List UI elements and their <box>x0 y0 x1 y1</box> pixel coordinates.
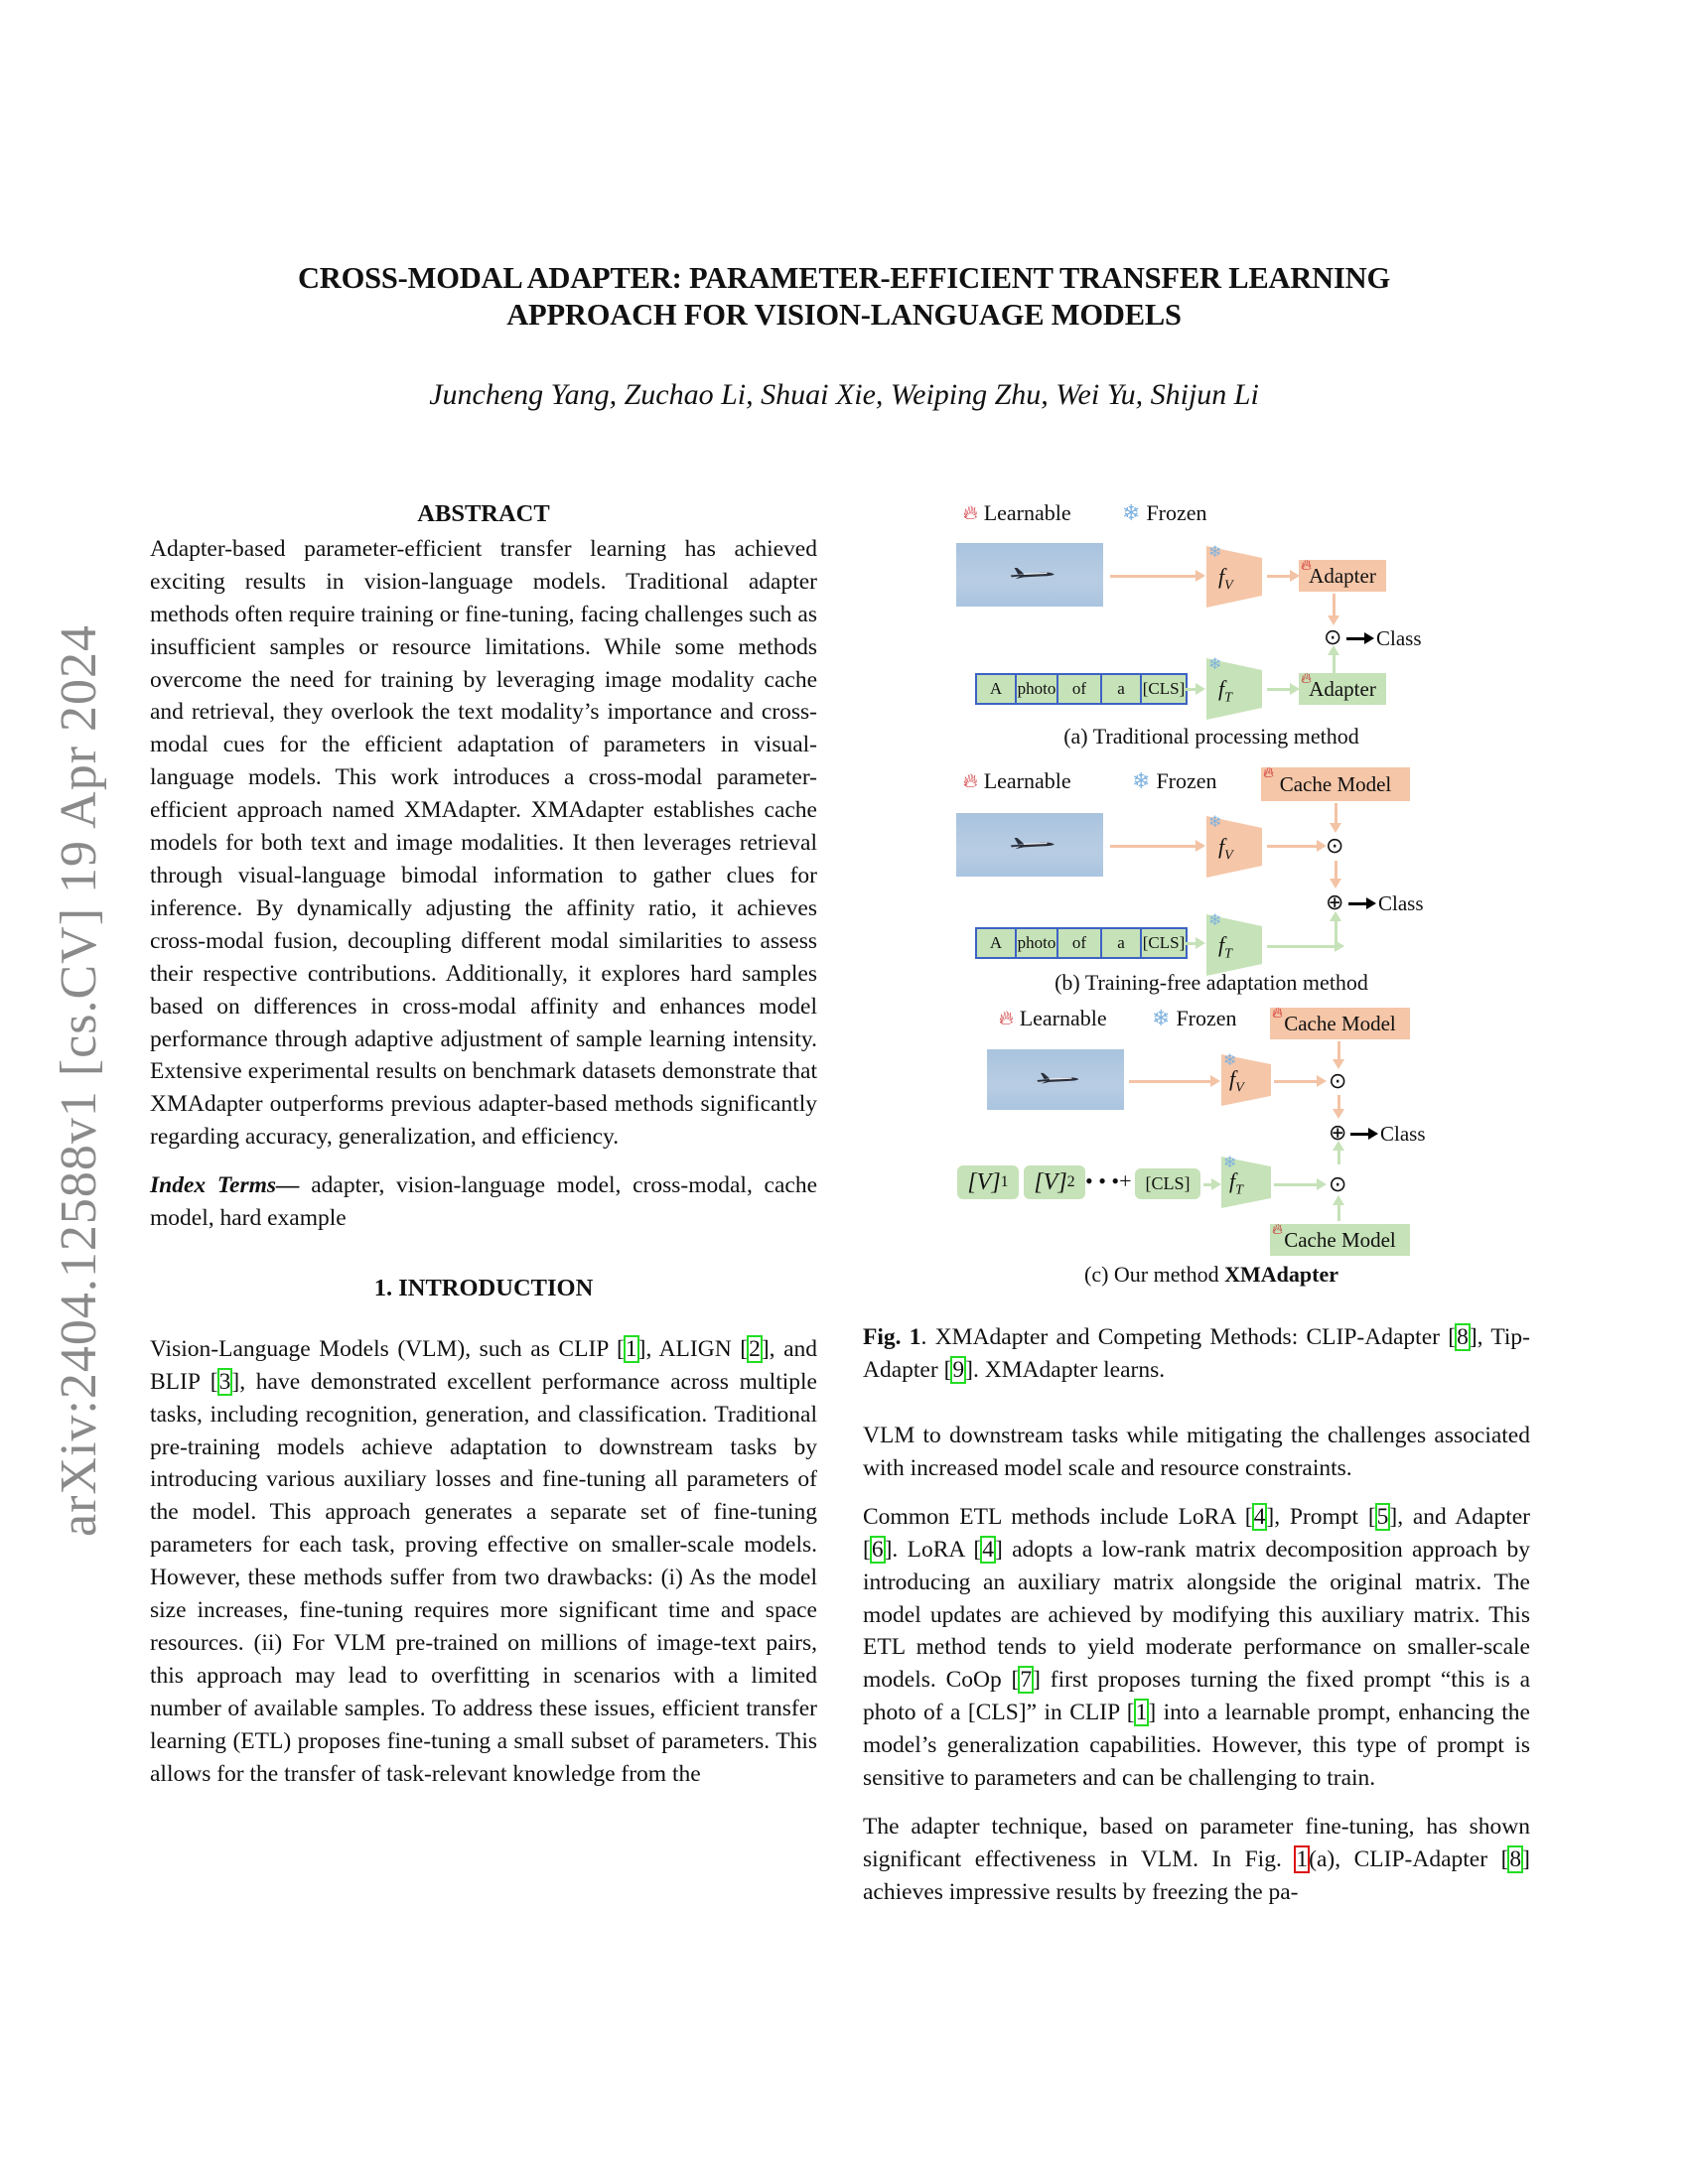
arrow-image-to-fv <box>1110 575 1197 578</box>
snowflake-icon: ❄ <box>1208 544 1222 561</box>
snowflake-icon: ❄ <box>1208 912 1222 929</box>
arrow-cache-down <box>1337 1041 1340 1061</box>
token: photo <box>1017 675 1058 703</box>
introduction-paragraph: Vision-Language Models (VLM), such as CLIP [1], ALIGN [2], and BLIP [3], have demonstrated excellent performance across multiple tasks, including recognition, generation, and classification. Traditional pre-training models achieve adaptation to downstream tasks by introducing various auxiliary losses and fine-tuning all parameters of the model. This approach generates a separate set of fine-tuning parameters for each task, proving effective on smaller-scale models. However, these methods suffer from two drawbacks: (i) As the model size increases, fine-tuning requires more significant time and space resources. (ii) For VLM pre-trained on millions of image-text pairs, this approach may lead to overfitting in scenarios with a limited number of available samples. To address these issues, efficient transfer learning (ETL) proposes fine-tuning a small subset of parameters. This allows for the transfer of task-relevant knowledge from the <box>150 1335 818 1787</box>
arrow-tokens-to-ft <box>1186 942 1197 945</box>
arrow-cache-down <box>1335 803 1337 825</box>
legend-learnable <box>963 500 1071 526</box>
text-run: , ALIGN <box>645 1335 741 1362</box>
airplane-icon <box>983 837 1083 851</box>
text-run: Vision-Language Models (VLM), such as CLIP <box>150 1335 618 1362</box>
cache-model-label: Cache Model <box>1284 1011 1396 1035</box>
airplane-image <box>987 1049 1124 1110</box>
fv-label: $f_V$ <box>1229 1066 1244 1096</box>
citation-link[interactable]: 8 <box>1509 1845 1522 1872</box>
class-label: Class <box>1380 1122 1426 1146</box>
text-run: , have demonstrated excellent performance across multiple tasks, including recognition, generation, and classification. Traditional pre-training models achieve adaptation to downstream tasks by introducing various auxiliary losses and fine-tuning all parameters of the model. This approach generates a separate set of fine-tuning parameters for each task, proving effective on smaller-scale models. However, these methods suffer from two drawbacks: (i) As the model size increases, fine-tuning requires more significant time and space resources. (ii) For VLM pre-trained on millions of image-text pairs, this approach may lead to overfitting in scenarios with a limited number of available samples. To address these issues, efficient transfer learning (ETL) proposes fine-tuning a small subset of parameters. This allows for the transfer of task-relevant knowledge from the <box>150 1368 817 1787</box>
figure-label: Fig. 1 <box>863 1324 921 1350</box>
figure-panel-c <box>933 1000 1489 1288</box>
text-run: , Tip-Adapter <box>863 1324 1531 1383</box>
arxiv-stamp: arXiv:2404.12588v1 [cs.CV] 19 Apr 2024 <box>51 623 107 1537</box>
fv-label: $f_V$ <box>1218 564 1233 594</box>
text-encoder <box>1206 658 1262 720</box>
cache-model-label: Cache Model <box>1284 1227 1396 1252</box>
text-run: into a learnable prompt, enhancing the model’s generalization capabilities. However, this type of prompt is sensitive to parameters and can be challenging to train. <box>863 1700 1530 1792</box>
text-run: achieves impressive results by freezing the pa- <box>863 1878 1299 1905</box>
dot-product-operator: ⊙ <box>1324 624 1342 649</box>
airplane-image <box>956 813 1103 877</box>
adapter-label: Adapter <box>1309 676 1376 701</box>
legend-frozen <box>1132 768 1217 794</box>
text-adapter-box <box>1299 673 1386 705</box>
left-column <box>150 498 817 1791</box>
paragraph-continued: VLM to downstream tasks while mitigating the challenges associated with increased model scale and resource constraints. <box>863 1423 1530 1481</box>
panel-c-caption: (c) Our method XMAdapter <box>1084 1262 1338 1287</box>
paragraph-etl-methods: Common ETL methods include LoRA [4], Prompt [5], and Adapter [6]. LoRA [4] adopts a low-rank matrix decomposition approach by introducing an auxiliary matrix alongside the original matrix. The model updates are achieved by modifying this auxiliary matrix. This ETL method tends to yield moderate performance on smaller-scale models. CoOp [7] first proposes turning the fixed prompt “this is a photo of a [CLS]” in CLIP [1] into a learnable prompt, enhancing the model’s generalization capabilities. However, this type of prompt is sensitive to parameters and can be challenging to train. <box>863 1503 1530 1792</box>
citation-link[interactable]: 1 <box>625 1335 637 1362</box>
text-cache-model-box <box>1270 1224 1410 1256</box>
adapter-label: Adapter <box>1309 563 1376 588</box>
text-encoder <box>1206 914 1262 976</box>
citation-link[interactable]: 6 <box>871 1536 884 1563</box>
airplane-icon <box>1012 1072 1105 1085</box>
visual-encoder <box>1221 1054 1271 1106</box>
class-label: Class <box>1376 626 1422 650</box>
visual-cache-model-box <box>1261 767 1410 801</box>
token: a <box>1102 929 1142 957</box>
author-list: Juncheng Yang, Zuchao Li, Shuai Xie, Weiping Zhu, Wei Yu, Shijun Li <box>429 378 1259 411</box>
arrow-image-to-fv <box>1110 845 1197 848</box>
airplane-image <box>956 543 1103 607</box>
text-run: first proposes turning the fixed prompt “this is a photo of a [CLS]” in CLIP <box>863 1667 1530 1726</box>
citation-link[interactable]: 3 <box>218 1368 231 1395</box>
flame-icon: 🔥︎ <box>1272 1006 1284 1022</box>
class-label: Class <box>1378 891 1424 915</box>
arrow-ft-to-dot <box>1274 1183 1319 1186</box>
citation-link[interactable]: 9 <box>952 1357 965 1383</box>
class-output <box>1346 626 1422 651</box>
title-line-2: APPROACH FOR VISION-LANGUAGE MODELS <box>506 298 1182 332</box>
paper-title <box>0 260 1688 334</box>
visual-encoder <box>1206 546 1262 608</box>
class-output <box>1350 1122 1426 1147</box>
arrow-dot-down <box>1337 1095 1340 1111</box>
token: of <box>1058 929 1102 957</box>
token: [CLS] <box>1142 679 1186 698</box>
token: a <box>1102 675 1142 703</box>
citation-link[interactable]: 5 <box>1376 1503 1389 1530</box>
visual-adapter-box <box>1299 560 1386 592</box>
arrow-fv-to-adapter <box>1267 575 1292 578</box>
token: [CLS] <box>1142 933 1186 952</box>
token: A <box>977 929 1017 957</box>
legend-frozen <box>1122 500 1207 526</box>
learnable-token-2: [V] 2 <box>1024 1165 1085 1199</box>
snowflake-icon: ❄ <box>1122 500 1141 525</box>
flame-icon: 🔥︎ <box>1263 765 1275 781</box>
arrow-tokens-to-ft <box>1203 1183 1213 1186</box>
legend-learnable <box>999 1006 1107 1031</box>
text-encoder <box>1221 1157 1271 1208</box>
visual-encoder <box>1206 816 1262 878</box>
citation-link[interactable]: 4 <box>1253 1503 1266 1530</box>
index-terms-label: Index Terms— <box>150 1172 300 1199</box>
legend-frozen <box>1152 1006 1237 1031</box>
arrow-fv-to-dot <box>1274 1080 1319 1083</box>
snowflake-icon: ❄ <box>1152 1006 1171 1030</box>
paragraph-adapter-technique: The adapter technique, based on parameter fine-tuning, has shown significant effectiveness in VLM. In Fig. 1(a), CLIP-Adapter [8] achieves impressive results by freezing the pa- <box>863 1813 1530 1905</box>
arrow-adapter-down <box>1333 594 1336 617</box>
flame-icon: 🔥︎ <box>1301 671 1313 687</box>
legend-learnable <box>963 768 1071 794</box>
ft-label: $f_T$ <box>1218 676 1232 706</box>
flame-icon: 🔥︎ <box>999 1007 1014 1029</box>
class-output <box>1348 891 1424 916</box>
arrow-dot-down <box>1335 861 1337 881</box>
text-run: . LoRA <box>892 1536 974 1563</box>
arrow-ft-up-to-sum <box>1335 919 1337 947</box>
text-run: The adapter technique, based on parameter fine-tuning, has shown significant effectiveness in VLM. In Fig. <box>863 1813 1530 1872</box>
title-line-1: CROSS-MODAL ADAPTER: PARAMETER-EFFICIENT TRANSFER LEARNING <box>297 261 1391 295</box>
sum-operator: ⊕ <box>1326 889 1344 914</box>
sum-operator: ⊕ <box>1329 1120 1347 1145</box>
legend-label: Frozen <box>1146 500 1207 525</box>
ellipsis-plus: • • •+ <box>1085 1168 1132 1193</box>
learnable-token-1: [V] 1 <box>957 1165 1019 1199</box>
token: photo <box>1017 929 1058 957</box>
abstract-heading: ABSTRACT <box>417 500 550 527</box>
arrow-dot-up-to-sum <box>1337 1149 1340 1164</box>
figure-1 <box>933 496 1489 1291</box>
arrow-icon <box>1350 1133 1370 1136</box>
introduction-heading: 1. INTRODUCTION <box>373 1274 594 1301</box>
text-run: . XMAdapter learns. <box>972 1357 1166 1383</box>
token: A <box>977 675 1017 703</box>
snowflake-icon: ❄ <box>1132 768 1151 793</box>
arrow-icon <box>1346 637 1366 640</box>
arrow-fv-to-dot <box>1267 845 1319 848</box>
legend-label: Learnable <box>1019 1006 1107 1030</box>
arrow-image-to-fv <box>1129 1080 1212 1083</box>
arrow-icon <box>1348 902 1368 905</box>
fv-label: $f_V$ <box>1218 834 1233 864</box>
text-run: , and Adapter <box>1397 1503 1530 1530</box>
text-run: Common ETL methods include LoRA <box>863 1503 1245 1530</box>
prompt-tokens <box>975 673 1188 705</box>
citation-link[interactable]: 4 <box>982 1536 994 1563</box>
dot-product-operator: ⊙ <box>1329 1068 1347 1093</box>
citation-link[interactable]: 8 <box>1457 1324 1469 1350</box>
text-run: adopts a low-rank matrix decomposition approach by introducing an auxiliary matrix alongside the original matrix. The model updates are achieved by modifying this auxiliary matrix. This ETL method tends to yield moderate performance on smaller-scale models. CoOp <box>863 1536 1530 1694</box>
legend-label: Learnable <box>983 768 1071 793</box>
right-column <box>863 1420 1530 1909</box>
snowflake-icon: ❄ <box>1208 656 1222 673</box>
text-run: . XMAdapter and Competing Methods: CLIP-Adapter <box>920 1324 1449 1350</box>
text-run: (a), CLIP-Adapter <box>1309 1845 1501 1872</box>
cache-model-label: Cache Model <box>1279 771 1392 796</box>
legend-label: Frozen <box>1156 768 1217 793</box>
arrow-tokens-to-ft <box>1186 688 1197 691</box>
visual-cache-model-box <box>1270 1008 1410 1039</box>
snowflake-icon: ❄ <box>1223 1052 1237 1069</box>
airplane-icon <box>983 567 1083 581</box>
ft-label: $f_T$ <box>1218 932 1232 962</box>
index-terms-text: adapter, vision-language model, cross-modal, cache model, hard example <box>150 1172 817 1232</box>
arrow-ft-right <box>1267 945 1336 948</box>
token: of <box>1058 675 1102 703</box>
figure-panel-a <box>933 496 1489 759</box>
ft-label: $f_T$ <box>1229 1168 1243 1198</box>
text-run: , Prompt <box>1274 1503 1368 1530</box>
dot-product-operator: ⊙ <box>1326 833 1344 858</box>
dot-product-operator: ⊙ <box>1329 1171 1347 1196</box>
flame-icon: 🔥︎ <box>963 501 978 524</box>
index-terms <box>150 1169 817 1235</box>
legend-label: Frozen <box>1176 1006 1237 1030</box>
abstract-body: Adapter-based parameter-efficient transfer learning has achieved exciting results in vision-language models. Traditional adapter methods often require training or fine-tuning, facing challenges such as insufficient samples or resource limitations. While some methods overcome the need for training by leveraging image modality cache and retrieval, they overlook the text modality’s importance and cross-modal cues for the efficient adaptation of parameters in visual-language models. This work introduces a cross-modal parameter-efficient approach named XMAdapter. XMAdapter establishes cache models for both text and image modalities. It then leverages retrieval through visual-language bimodal information to gather clues for inference. By dynamically adjusting the affinity ratio, it achieves cross-modal fusion, decoupling different modal similarities to assess their respective contributions. Additionally, it explores hard samples based on differences in cross-modal affinity and enhances model performance through adaptive adjustment of sample learning intensity. Extensive experimental results on benchmark datasets demonstrate that XMAdapter outperforms previous adapter-based methods significantly regarding accuracy, generalization, and efficiency. <box>150 535 817 1151</box>
flame-icon: 🔥︎ <box>1272 1222 1284 1238</box>
text-run: , and BLIP <box>150 1335 818 1395</box>
citation-link[interactable]: 1 <box>1135 1700 1148 1726</box>
snowflake-icon: ❄ <box>1208 814 1222 831</box>
prompt-tokens <box>975 927 1188 959</box>
panel-b-caption: (b) Training-free adaptation method <box>1055 970 1368 995</box>
citation-link[interactable]: 7 <box>1020 1667 1033 1694</box>
figure-caption: Fig. 1. XMAdapter and Competing Methods: CLIP-Adapter [8], Tip-Adapter [9]. XMAdapter learns. <box>863 1324 1531 1383</box>
panel-a-caption: (a) Traditional processing method <box>1063 724 1359 749</box>
arrow-cache-up <box>1337 1203 1340 1221</box>
snowflake-icon: ❄ <box>1223 1155 1237 1171</box>
arrow-ft-to-adapter <box>1267 688 1292 691</box>
flame-icon: 🔥︎ <box>1301 558 1313 574</box>
figure-panel-b <box>933 760 1489 999</box>
cls-token: [CLS] <box>1135 1168 1200 1199</box>
legend-label: Learnable <box>983 500 1071 525</box>
citation-link[interactable]: 2 <box>749 1335 761 1362</box>
figure-reference-link[interactable]: 1 <box>1296 1845 1309 1872</box>
flame-icon: 🔥︎ <box>963 769 978 792</box>
